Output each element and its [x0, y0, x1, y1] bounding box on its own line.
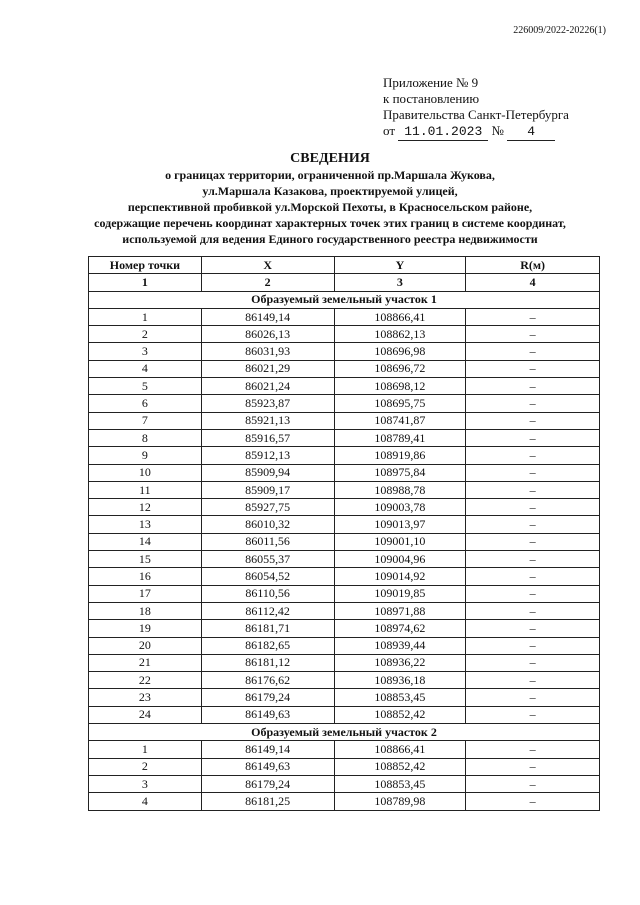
point-number-cell: 4 — [89, 793, 202, 810]
table-row — [89, 602, 600, 619]
point-number-cell: 8 — [89, 429, 202, 446]
radius-cell: – — [466, 568, 600, 585]
x-cell: 86149,14 — [201, 741, 334, 758]
y-cell: 108789,41 — [334, 429, 466, 446]
radius-cell: – — [466, 775, 600, 792]
point-number-cell: 18 — [89, 602, 202, 619]
y-cell: 108988,78 — [334, 481, 466, 498]
table-row — [89, 775, 600, 792]
radius-cell: – — [466, 585, 600, 602]
radius-cell: – — [466, 378, 600, 395]
table-row — [89, 551, 600, 568]
point-number-cell: 6 — [89, 395, 202, 412]
x-cell: 86176,62 — [201, 672, 334, 689]
title-main: СВЕДЕНИЯ — [290, 151, 370, 166]
radius-cell: – — [466, 395, 600, 412]
x-cell: 85916,57 — [201, 429, 334, 446]
radius-cell: – — [466, 464, 600, 481]
point-number-cell: 4 — [89, 360, 202, 377]
title-line: перспективной пробивкой ул.Морской Пехоты, в Красносельском районе, — [127, 200, 533, 214]
table-row — [89, 447, 600, 464]
point-number-cell: 16 — [89, 568, 202, 585]
table-row — [89, 620, 600, 637]
x-cell: 85923,87 — [201, 395, 334, 412]
appendix-line-3: Правительства Санкт-Петербурга — [383, 107, 569, 122]
y-cell: 109013,97 — [334, 516, 466, 533]
column-index: 4 — [466, 274, 600, 291]
table-row — [89, 689, 600, 706]
y-cell: 109004,96 — [334, 551, 466, 568]
resolution-date: 11.01.2023 — [398, 124, 488, 141]
y-cell: 108919,86 — [334, 447, 466, 464]
point-number-cell: 3 — [89, 775, 202, 792]
x-cell: 86055,37 — [201, 551, 334, 568]
table-row — [89, 378, 600, 395]
radius-cell: – — [466, 637, 600, 654]
radius-cell: – — [466, 533, 600, 550]
title-line: ул.Маршала Казакова, проектируемой улицей, — [202, 184, 458, 198]
title-line: содержащие перечень координат характерных точек этих границ в системе координат, — [94, 216, 566, 230]
x-cell: 86110,56 — [201, 585, 334, 602]
y-cell: 108696,98 — [334, 343, 466, 360]
table-row — [89, 343, 600, 360]
radius-cell: – — [466, 429, 600, 446]
table-row — [89, 308, 600, 325]
point-number-cell: 21 — [89, 654, 202, 671]
appendix-block — [383, 75, 583, 141]
radius-cell: – — [466, 706, 600, 723]
radius-cell: – — [466, 654, 600, 671]
x-cell: 86149,63 — [201, 758, 334, 775]
x-cell: 86011,56 — [201, 533, 334, 550]
x-cell: 86149,63 — [201, 706, 334, 723]
radius-cell: – — [466, 499, 600, 516]
x-cell: 86179,24 — [201, 775, 334, 792]
y-cell: 109014,92 — [334, 568, 466, 585]
table-row — [89, 533, 600, 550]
radius-cell: – — [466, 602, 600, 619]
column-index: 1 — [89, 274, 202, 291]
point-number-cell: 19 — [89, 620, 202, 637]
resolution-number: 4 — [507, 124, 555, 141]
header-y: Y — [334, 257, 466, 274]
point-number-cell: 2 — [89, 326, 202, 343]
table-row — [89, 741, 600, 758]
point-number-cell: 9 — [89, 447, 202, 464]
y-cell: 108853,45 — [334, 689, 466, 706]
table-row — [89, 395, 600, 412]
y-cell: 108789,98 — [334, 793, 466, 810]
point-number-cell: 1 — [89, 741, 202, 758]
x-cell: 86181,25 — [201, 793, 334, 810]
header-radius: R(м) — [466, 257, 600, 274]
x-cell: 86054,52 — [201, 568, 334, 585]
table-row — [89, 499, 600, 516]
table-row — [89, 758, 600, 775]
y-cell: 108866,41 — [334, 308, 466, 325]
section-header-row — [89, 291, 600, 308]
y-cell: 108852,42 — [334, 758, 466, 775]
radius-cell: – — [466, 516, 600, 533]
radius-cell: – — [466, 741, 600, 758]
title-line: о границах территории, ограниченной пр.Маршала Жукова, — [165, 168, 495, 182]
document-number: 226009/2022-20226(1) — [513, 25, 606, 36]
y-cell: 108852,42 — [334, 706, 466, 723]
radius-cell: – — [466, 326, 600, 343]
y-cell: 108939,44 — [334, 637, 466, 654]
radius-cell: – — [466, 447, 600, 464]
x-cell: 86031,93 — [201, 343, 334, 360]
x-cell: 86149,14 — [201, 308, 334, 325]
y-cell: 108975,84 — [334, 464, 466, 481]
table-row — [89, 516, 600, 533]
point-number-cell: 20 — [89, 637, 202, 654]
x-cell: 86182,65 — [201, 637, 334, 654]
y-cell: 108866,41 — [334, 741, 466, 758]
header-x: X — [201, 257, 334, 274]
point-number-cell: 2 — [89, 758, 202, 775]
radius-cell: – — [466, 343, 600, 360]
appendix-line-1: Приложение № 9 — [383, 75, 479, 90]
coordinates-table — [88, 256, 600, 811]
x-cell: 86179,24 — [201, 689, 334, 706]
document-title — [40, 150, 620, 247]
point-number-cell: 7 — [89, 412, 202, 429]
point-number-cell: 3 — [89, 343, 202, 360]
x-cell: 85921,13 — [201, 412, 334, 429]
point-number-cell: 15 — [89, 551, 202, 568]
table-row — [89, 585, 600, 602]
header-point-number: Номер точки — [89, 257, 202, 274]
radius-cell: – — [466, 308, 600, 325]
y-cell: 108696,72 — [334, 360, 466, 377]
point-number-cell: 11 — [89, 481, 202, 498]
table-row — [89, 637, 600, 654]
y-cell: 108971,88 — [334, 602, 466, 619]
y-cell: 108741,87 — [334, 412, 466, 429]
x-cell: 86010,32 — [201, 516, 334, 533]
point-number-cell: 13 — [89, 516, 202, 533]
appendix-line-2: к постановлению — [383, 91, 480, 106]
y-cell: 108936,22 — [334, 654, 466, 671]
radius-cell: – — [466, 412, 600, 429]
point-number-cell: 22 — [89, 672, 202, 689]
y-cell: 108698,12 — [334, 378, 466, 395]
radius-cell: – — [466, 620, 600, 637]
point-number-cell: 17 — [89, 585, 202, 602]
section-title: Образуемый земельный участок 2 — [89, 724, 600, 741]
header-row — [89, 257, 600, 274]
x-cell: 86181,12 — [201, 654, 334, 671]
point-number-cell: 23 — [89, 689, 202, 706]
radius-cell: – — [466, 689, 600, 706]
table-row — [89, 672, 600, 689]
x-cell: 85912,13 — [201, 447, 334, 464]
section-title: Образуемый земельный участок 1 — [89, 291, 600, 308]
title-line: используемой для ведения Единого государственного реестра недвижимости — [122, 232, 538, 246]
y-cell: 109001,10 — [334, 533, 466, 550]
table-row — [89, 568, 600, 585]
point-number-cell: 5 — [89, 378, 202, 395]
radius-cell: – — [466, 551, 600, 568]
y-cell: 109019,85 — [334, 585, 466, 602]
x-cell: 85927,75 — [201, 499, 334, 516]
point-number-cell: 24 — [89, 706, 202, 723]
point-number-cell: 14 — [89, 533, 202, 550]
column-index-row — [89, 274, 600, 291]
radius-cell: – — [466, 793, 600, 810]
y-cell: 108695,75 — [334, 395, 466, 412]
column-index: 2 — [201, 274, 334, 291]
point-number-cell: 12 — [89, 499, 202, 516]
x-cell: 86021,24 — [201, 378, 334, 395]
table-row — [89, 793, 600, 810]
column-index: 3 — [334, 274, 466, 291]
y-cell: 108936,18 — [334, 672, 466, 689]
radius-cell: – — [466, 360, 600, 377]
table-row — [89, 654, 600, 671]
table-row — [89, 360, 600, 377]
y-cell: 108974,62 — [334, 620, 466, 637]
radius-cell: – — [466, 481, 600, 498]
radius-cell: – — [466, 672, 600, 689]
x-cell: 85909,17 — [201, 481, 334, 498]
table-row — [89, 706, 600, 723]
y-cell: 109003,78 — [334, 499, 466, 516]
table-row — [89, 412, 600, 429]
appendix-date-line — [383, 123, 583, 141]
table-row — [89, 464, 600, 481]
y-cell: 108853,45 — [334, 775, 466, 792]
x-cell: 86021,29 — [201, 360, 334, 377]
point-number-cell: 10 — [89, 464, 202, 481]
x-cell: 85909,94 — [201, 464, 334, 481]
x-cell: 86026,13 — [201, 326, 334, 343]
x-cell: 86181,71 — [201, 620, 334, 637]
point-number-cell: 1 — [89, 308, 202, 325]
radius-cell: – — [466, 758, 600, 775]
number-label: № — [491, 123, 504, 138]
section-header-row — [89, 724, 600, 741]
table-row — [89, 429, 600, 446]
table-row — [89, 326, 600, 343]
table-row — [89, 481, 600, 498]
x-cell: 86112,42 — [201, 602, 334, 619]
y-cell: 108862,13 — [334, 326, 466, 343]
from-label: от — [383, 123, 396, 138]
